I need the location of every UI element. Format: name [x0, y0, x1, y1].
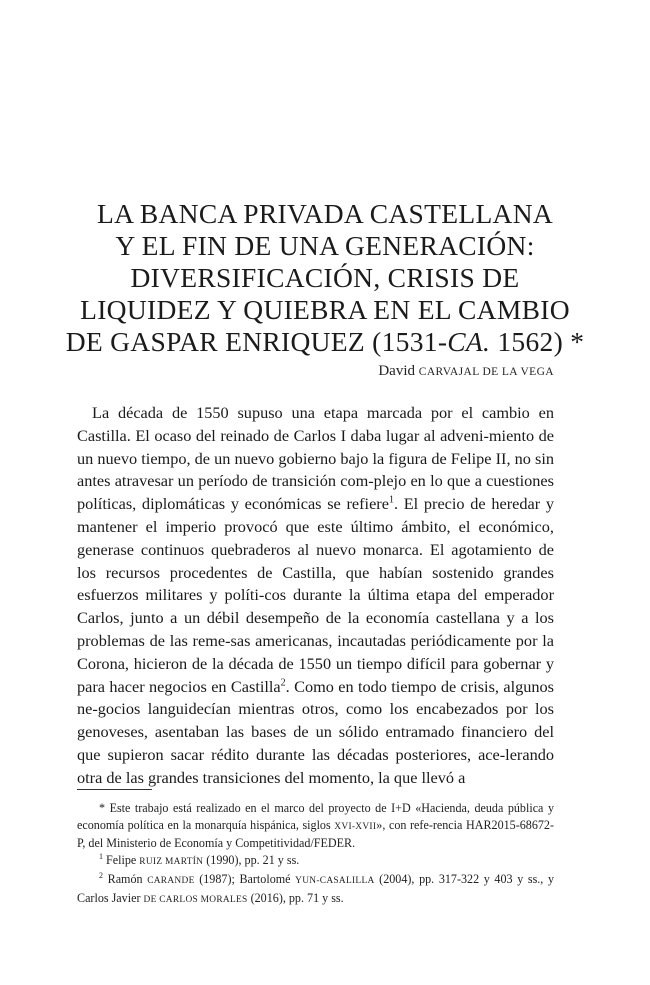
footnote-star — [77, 800, 554, 852]
title-line: LA BANCA PRIVADA CASTELLANA — [96, 198, 554, 229]
author-name — [378, 363, 554, 380]
article-title — [60, 198, 590, 358]
author-first-name: David — [378, 363, 419, 379]
footnote-ref[interactable]: 2 — [280, 677, 286, 689]
footnote-ref[interactable]: 1 — [388, 494, 394, 506]
title-line — [60, 326, 590, 358]
footnote-text: », con refe-rencia HAR2015-68672-P, del Ministerio de Economía y Competitividad/FEDER. — [77, 817, 554, 851]
footnote-text: Ramón — [103, 871, 148, 886]
title-text: 1562) — [490, 326, 571, 357]
footnote-author: DE CARLOS MORALES — [143, 894, 248, 905]
author-surname: CARVAJAL — [418, 366, 480, 378]
footnote-text: (1990), pp. 21 y ss. — [203, 853, 300, 868]
footnote-marker: 1 — [99, 852, 103, 862]
footnote-2 — [77, 871, 554, 908]
title-ca-abbrev: CA. — [447, 326, 491, 357]
title-text: DE GASPAR ENRIQUEZ (1531- — [65, 326, 448, 357]
footnotes — [77, 800, 554, 908]
title-line: LIQUIDEZ Y QUIEBRA EN EL CAMBIO — [80, 294, 570, 325]
footnote-text: (1987); Bartolomé — [194, 871, 296, 886]
body-text-run: La década de 1550 supuso una etapa marcada por el cambio en Castilla. El ocaso del reinado de Carlos I daba lugar al adveni-miento de un nuevo tiempo, de un nuevo gobierno bajo la figura de Felipe II, no sin antes atravesar un período de transición com-plejo en lo que a cuestiones políticas, diplomáticas y económicas se refiere — [77, 403, 554, 514]
footnote-text: (2016), pp. 71 y ss. — [247, 890, 344, 905]
author-surname: VEGA — [520, 366, 554, 378]
footnote-author: RUIZ MARTÍN — [139, 857, 204, 868]
footnote-text: Felipe — [103, 853, 140, 868]
title-footnote-marker[interactable]: * — [570, 326, 585, 357]
footnote-separator — [77, 789, 152, 790]
body-paragraph — [77, 402, 554, 790]
footnote-author: YUN-CASALILLA — [295, 875, 375, 886]
author-surname-particle: DE LA — [479, 366, 521, 378]
footnote-author: CARANDE — [147, 875, 195, 886]
body-text-run: . El precio de heredar y mantener el imperio provocó que este último ámbito, el económico, generase continuos quebraderos al nuevo monarca. El agotamiento de los recursos procedentes de Castilla, que habían sostenido grandes esfuerzos militares y políti-cos durante la última etapa del emperador Carlos, junto a un débil desempeño de la economía castellana y a los problemas de las reme-sas americanas, incautadas periódicamente por la Corona, hicieron de la década de 1550 un tiempo difícil para gobernar y para hacer negocios en Castilla — [77, 494, 554, 696]
title-line: Y EL FIN DE UNA GENERACIÓN: — [115, 230, 535, 261]
footnote-smallcaps: XVI-XVII — [334, 821, 377, 832]
body-text-run: . Como en todo tiempo de crisis, algunos ne-gocios languidecían mientras otros, como los encabezados por los genoveses, asentaban las bases de un sólido entramado financiero del que supieron sacar rédito durante las décadas posteriores, ace-lerando otra de las grandes transiciones del momento, la que llevó a — [77, 676, 554, 787]
footnote-text: (2004), pp. 317-322 y 403 y ss., y Carlos Javier — [77, 871, 554, 905]
footnote-text: Este trabajo está realizado en el marco del proyecto de I+D «Hacienda, deuda pública y economía política en la monarquía hispánica, siglos — [77, 801, 554, 832]
title-line: DIVERSIFICACIÓN, CRISIS DE — [130, 262, 520, 293]
footnote-marker: * — [99, 801, 106, 815]
body-text — [77, 402, 554, 790]
footnote-1 — [77, 852, 554, 871]
footnote-marker: 2 — [99, 870, 103, 880]
